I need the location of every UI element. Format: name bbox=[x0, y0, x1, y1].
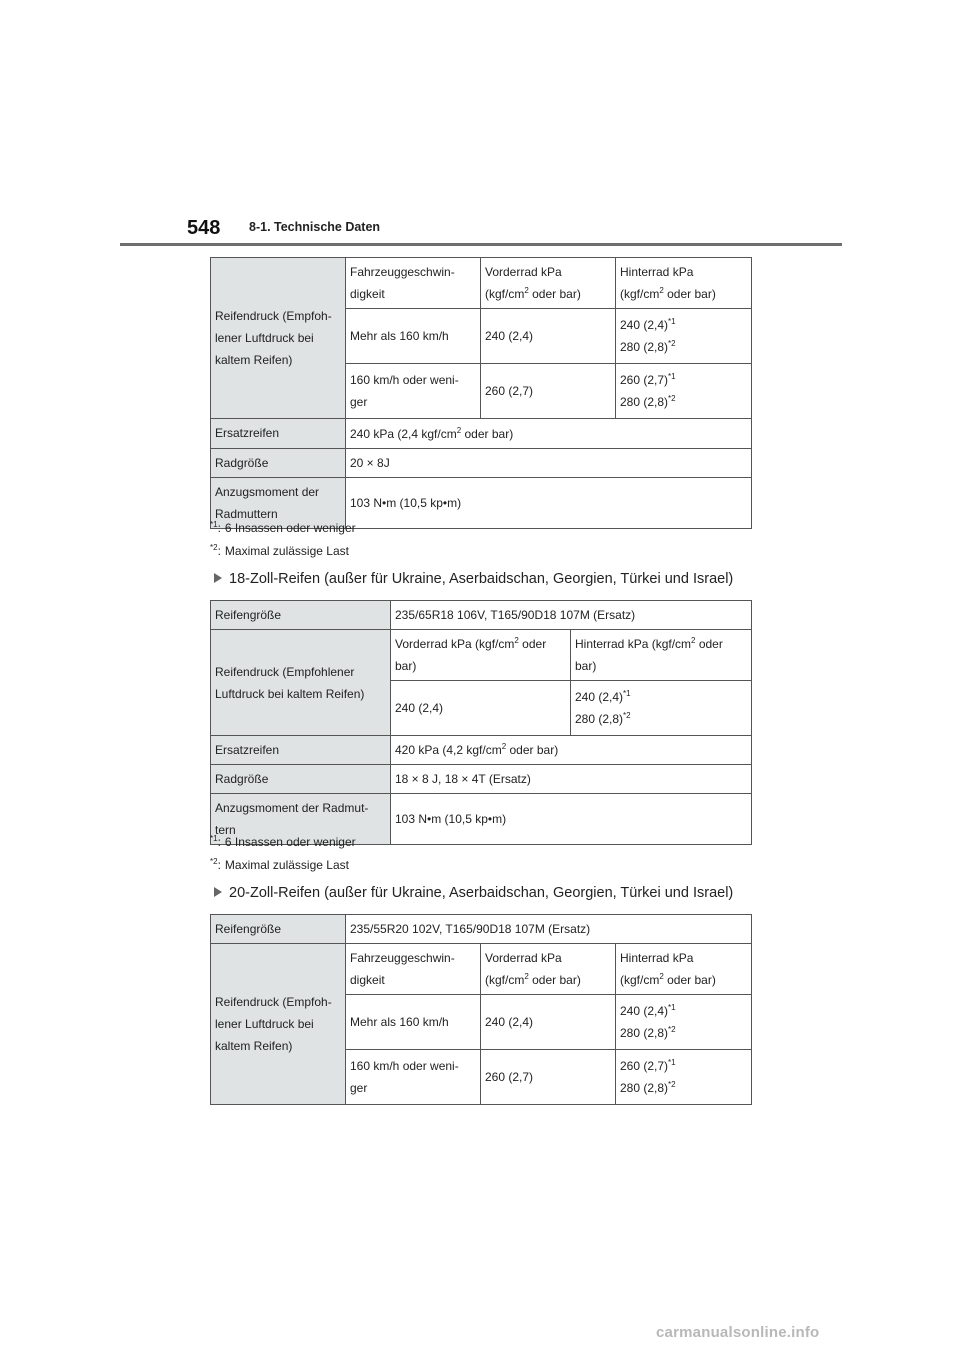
tire-size-label: Reifengröße bbox=[211, 915, 346, 944]
rear-pressure-cell: 240 $(2,4)^{*1}$ 280 $(2,8)^{*2}$ bbox=[616, 309, 752, 364]
front-header: Vorderrad kPa ($kgf/cm^2$ oder bar) bbox=[481, 258, 616, 309]
rear-pressure-cell: 260 $(2,7)^{*1}$ 280 $(2,8)^{*2}$ bbox=[616, 364, 752, 419]
speed-header: Fahrzeuggeschwin- digkeit bbox=[346, 258, 481, 309]
front-pressure-cell: 240 (2,4) bbox=[481, 995, 616, 1050]
heading-20-inch: 20-Zoll-Reifen (außer für Ukraine, Aserbaidschan, Georgien, Türkei und Israel) bbox=[214, 885, 733, 901]
watermark: carmanualsonline.info bbox=[656, 1324, 820, 1341]
rear-header: Hinterrad kPa ($kgf/cm^2$ oder bar) bbox=[616, 258, 752, 309]
footnote-1: $^{*1}$: 6 Insassen oder weniger bbox=[210, 834, 356, 849]
footnote-2: $^{*2}$: Maximal zulässige Last bbox=[210, 857, 349, 872]
rear-pressure-cell: 260 $(2,7)^{*1}$ 280 $(2,8)^{*2}$ bbox=[616, 1050, 752, 1105]
speed-header: Fahrzeuggeschwin- digkeit bbox=[346, 944, 481, 995]
torque-value: 103 N•m (10,5 kp•m) bbox=[346, 478, 752, 529]
tire-size-label: Reifengröße bbox=[211, 601, 391, 630]
front-header: Vorderrad kPa ($kgf/cm^2$ oder bar) bbox=[481, 944, 616, 995]
front-pressure-cell: 260 (2,7) bbox=[481, 1050, 616, 1105]
front-pressure-cell: 240 (2,4) bbox=[481, 309, 616, 364]
pressure-label: Reifendruck (Empfoh- lener Luftdruck bei kaltem Reifen) bbox=[211, 944, 346, 1105]
pressure-label: Reifendruck (Empfohlener Luftdruck bei kaltem Reifen) bbox=[211, 630, 391, 736]
tire-size-value: 235/55R20 102V, T165/90D18 107M (Ersatz) bbox=[346, 915, 752, 944]
tire-spec-table-2 bbox=[210, 600, 752, 845]
speed-cell: 160 km/h oder weni- ger bbox=[346, 364, 481, 419]
footnote-2: $^{*2}$: Maximal zulässige Last bbox=[210, 543, 349, 558]
section-title: 8-1. Technische Daten bbox=[249, 220, 381, 234]
torque-label: Anzugsmoment der Radmuttern bbox=[211, 478, 346, 529]
torque-label: Anzugsmoment der Radmut- tern bbox=[211, 794, 391, 845]
torque-value: 103 N•m (10,5 kp•m) bbox=[391, 794, 752, 845]
spare-label: Ersatzreifen bbox=[211, 419, 346, 449]
speed-cell: Mehr als 160 km/h bbox=[346, 995, 481, 1050]
rear-header: Hinterrad kPa ($kgf/cm^2$ oder bar) bbox=[616, 944, 752, 995]
spare-value: 240 kPa (2,4 kgf/$cm^2$ oder bar) bbox=[346, 419, 752, 449]
tire-spec-table-1 bbox=[210, 257, 752, 529]
footnote-1: $^{*1}$: 6 Insassen oder weniger bbox=[210, 520, 356, 535]
speed-cell: 160 km/h oder weni- ger bbox=[346, 1050, 481, 1105]
rim-value: 18 × 8 J, 18 × 4T (Ersatz) bbox=[391, 765, 752, 794]
tire-size-value: 235/65R18 106V, T165/90D18 107M (Ersatz) bbox=[391, 601, 752, 630]
speed-cell: Mehr als 160 km/h bbox=[346, 309, 481, 364]
heading-18-inch: 18-Zoll-Reifen (außer für Ukraine, Aserbaidschan, Georgien, Türkei und Israel) bbox=[214, 571, 733, 587]
spare-value: 420 kPa (4,2 kgf/$cm^2$ oder bar) bbox=[391, 736, 752, 765]
pressure-label: Reifendruck (Empfoh- lener Luftdruck bei kaltem Reifen) bbox=[211, 258, 346, 419]
page-number: 548 bbox=[187, 217, 221, 239]
tire-spec-table-3 bbox=[210, 914, 752, 1105]
triangle-bullet-icon bbox=[214, 887, 222, 897]
triangle-bullet-icon bbox=[214, 573, 222, 583]
front-header: Vorderrad kPa ($kgf/cm^2$ oder bar) bbox=[391, 630, 571, 681]
rim-label: Radgröße bbox=[211, 449, 346, 478]
rim-value: 20 × 8J bbox=[346, 449, 752, 478]
header-rule bbox=[120, 243, 842, 246]
rear-pressure-cell: 240 $(2,4)^{*1}$ 280 $(2,8)^{*2}$ bbox=[616, 995, 752, 1050]
spare-label: Ersatzreifen bbox=[211, 736, 391, 765]
rear-pressure-cell: 240 $(2,4)^{*1}$ 280 $(2,8)^{*2}$ bbox=[571, 681, 752, 736]
rim-label: Radgröße bbox=[211, 765, 391, 794]
front-pressure-cell: 240 (2,4) bbox=[391, 681, 571, 736]
front-pressure-cell: 260 (2,7) bbox=[481, 364, 616, 419]
rear-header: Hinterrad kPa ($kgf/cm^2$ oder bar) bbox=[571, 630, 752, 681]
